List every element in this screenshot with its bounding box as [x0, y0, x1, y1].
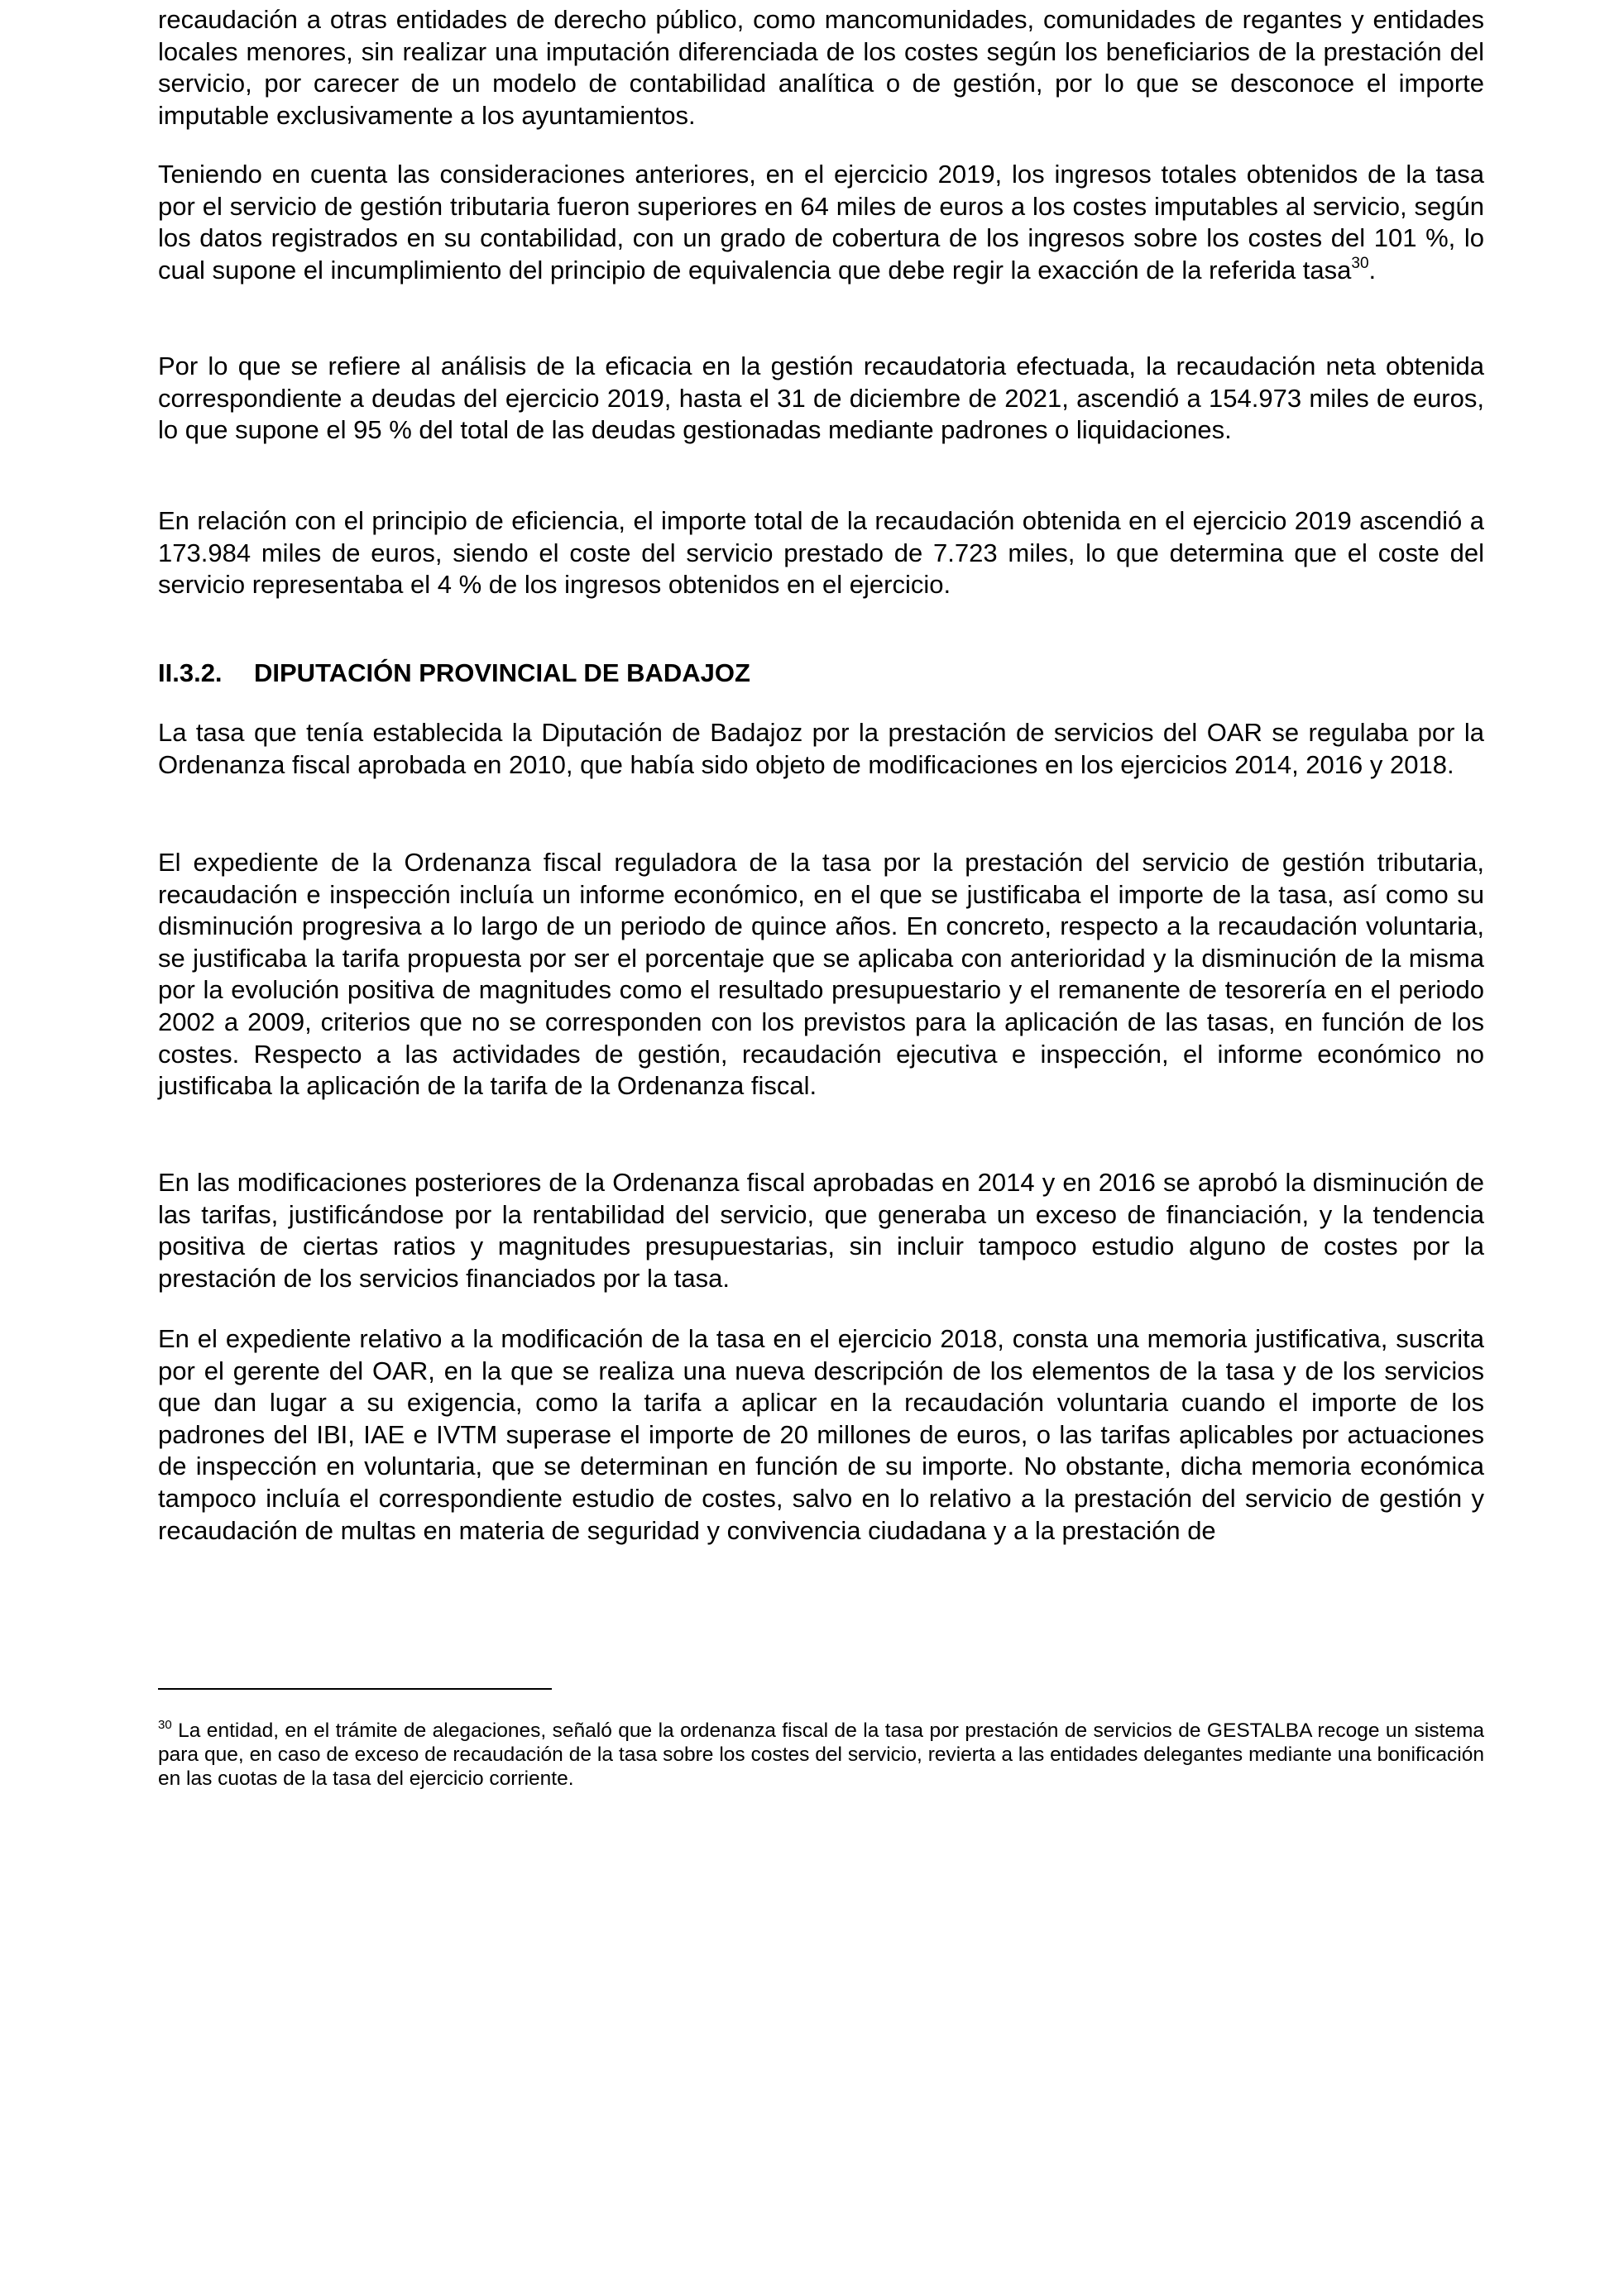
paragraph-eficiencia: En relación con el principio de eficiencia, el importe total de la recaudación obtenida en el ejercicio 2019 ascendió a 173.984 miles de euros, siendo el coste del servicio prestado de 7.723 miles, lo que determina que el coste del servicio representaba el 4 % de los ingresos obtenidos en el ejercicio. — [158, 506, 1484, 600]
paragraph-expediente-informe: El expediente de la Ordenanza fiscal reguladora de la tasa por la prestación del servicio de gestión tributaria, recaudación e inspección incluía un informe económico, en el que se justificaba el importe de la tasa, así como su disminución progresiva a lo largo de un periodo de quince años. En concreto, respecto a la recaudación voluntaria, se justificaba la tarifa propuesta por ser el porcentaje que se aplicaba con anterioridad y la disminución de la misma por la evolución positiva de magnitudes como el resultado presupuestario y el remanente de tesorería en el periodo 2002 a 2009, criterios que no se corresponden con los previstos para la aplicación de las tasas, en función de los costes. Respecto a las actividades de gestión, recaudación ejecutiva e inspección, el informe económico no justificaba la aplicación de la tarifa de la Ordenanza fiscal. — [158, 848, 1484, 1101]
section-heading — [158, 658, 1484, 689]
paragraph-eficacia: Por lo que se refiere al análisis de la eficacia en la gestión recaudatoria efectuada, la recaudación neta obtenida correspondiente a deudas del ejercicio 2019, hasta el 31 de diciembre de 2021, ascendió a 154.973 miles de euros, lo que supone el 95 % del total de las deudas gestionadas mediante padrones o liquidaciones. — [158, 352, 1484, 445]
paragraph-equivalencia-text: Teniendo en cuenta las consideraciones anteriores, en el ejercicio 2019, los ingresos totales obtenidos de la tasa por el servicio de gestión tributaria fueron superiores en 64 miles de euros a los costes imputables al servicio, según los datos registrados en su contabilidad, con un grado de cobertura de los ingresos sobre los costes del 101 %, lo cual supone el incumplimiento del principio de equivalencia que debe regir la exacción de la referida tasa — [158, 160, 1484, 285]
section-number: II.3.2. — [158, 658, 223, 687]
footnote-number: 30 — [158, 1718, 172, 1732]
paragraph-tasa-ordenanza: La tasa que tenía establecida la Diputación de Badajoz por la prestación de servicios del OAR se regulaba por la Ordenanza fiscal aprobada en 2010, que había sido objeto de modificaciones en los ejercicios 2014, 2016 y 2018. — [158, 718, 1484, 779]
paragraph-equivalencia-period: . — [1368, 255, 1377, 285]
footnote-separator — [158, 1688, 552, 1690]
paragraph-expediente-2018: En el expediente relativo a la modificación de la tasa en el ejercicio 2018, consta una memoria justificativa, suscrita por el gerente del OAR, en la que se realiza una nueva descripción de los elementos de la tasa y de los servicios que dan lugar a su exigencia, como la tarifa a aplicar en la recaudación voluntaria cuando el importe de los padrones del IBI, IAE e IVTM superase el importe de 20 millones de euros, o las tarifas aplicables por actuaciones de inspección en voluntaria, que se determinan en función de su importe. No obstante, dicha memoria económica tampoco incluía el correspondiente estudio de costes, salvo en lo relativo a la prestación del servicio de gestión y recaudación de multas en materia de seguridad y convivencia ciudadana y a la prestación de — [158, 1324, 1484, 1545]
paragraph-modificaciones: En las modificaciones posteriores de la Ordenanza fiscal aprobadas en 2014 y en 2016 se aprobó la disminución de las tarifas, justificándose por la rentabilidad del servicio, que generaba un exceso de financiación, y la tendencia positiva de ciertas ratios y magnitudes presupuestarias, sin incluir tampoco estudio alguno de costes por la prestación de los servicios financiados por la tasa. — [158, 1168, 1484, 1293]
section-title: DIPUTACIÓN PROVINCIAL DE BADAJOZ — [254, 658, 750, 687]
footnote-reference[interactable]: 30 — [1351, 254, 1369, 272]
footnote-30 — [158, 1719, 1484, 1791]
footnote-text: La entidad, en el trámite de alegaciones, señaló que la ordenanza fiscal de la tasa por prestación de servicios de GESTALBA recoge un sistema para que, en caso de exceso de recaudación de la tasa sobre los costes del servicio, revierta a las entidades delegantes mediante una bonificación en las cuotas de la tasa del ejercicio corriente. — [158, 1720, 1484, 1790]
paragraph-costes-imputacion: recaudación a otras entidades de derecho público, como mancomunidades, comunidades de regantes y entidades locales menores, sin realizar una imputación diferenciada de los costes según los beneficiarios de la prestación del servicio, por carecer de un modelo de contabilidad analítica o de gestión, por lo que se desconoce el importe imputable exclusivamente a los ayuntamientos. — [158, 5, 1484, 130]
paragraph-equivalencia — [158, 159, 1484, 286]
